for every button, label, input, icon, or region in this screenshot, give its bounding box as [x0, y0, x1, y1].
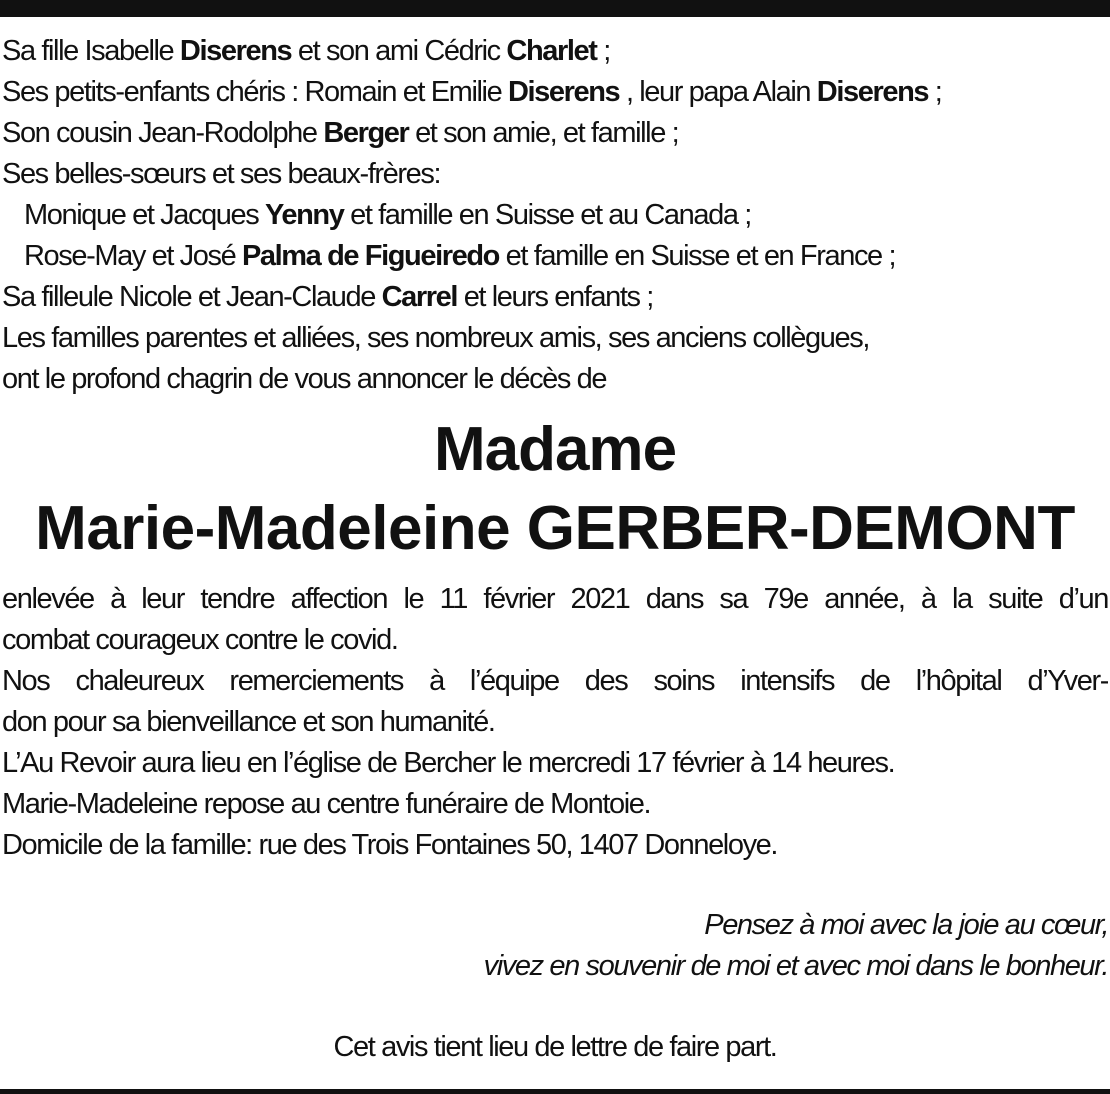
announcement-body: [2, 579, 1108, 866]
intro-line-yenny: [2, 195, 1108, 236]
intro-text: ;: [928, 76, 942, 108]
intro-text: Rose-May et José: [24, 240, 242, 272]
body-line: combat courageux contre le covid.: [2, 624, 398, 656]
intro-text: , leur papa Alain: [619, 76, 817, 108]
top-border-rule: [0, 0, 1110, 17]
intro-text: Les familles parentes et alliées, ses nombreux amis, ses anciens collègues,: [2, 322, 869, 354]
surname: Diserens: [507, 76, 620, 108]
bottom-border-rule: [0, 1089, 1110, 1094]
intro-line-palma: [2, 236, 1108, 277]
intro-text: Sa fille Isabelle: [2, 35, 180, 67]
surname: Diserens: [816, 76, 929, 108]
family-announcement: [2, 31, 1108, 400]
intro-text: et leurs enfants ;: [457, 281, 653, 313]
intro-line-grandchildren: [2, 72, 1108, 113]
body-line: don pour sa bienveillance et son humanité.: [2, 706, 495, 738]
deceased-title: [0, 412, 1110, 570]
intro-line-in-laws: [2, 154, 1108, 195]
surname: Berger: [323, 117, 409, 149]
intro-text: et famille en Suisse et au Canada ;: [343, 199, 751, 231]
surname: Charlet: [506, 35, 597, 67]
intro-text: Ses belles-sœurs et ses beaux-frères:: [2, 158, 441, 190]
intro-text: Ses petits-enfants chéris : Romain et Emilie: [2, 76, 508, 108]
surname: Diserens: [179, 35, 292, 67]
intro-text: et famille en Suisse et en France ;: [499, 240, 896, 272]
memorial-verse: [108, 905, 1108, 987]
intro-text: ont le profond chagrin de vous annoncer le décès de: [2, 363, 607, 395]
ceremony-details: L’Au Revoir aura lieu en l’église de Bercher le mercredi 17 février à 14 heures.: [2, 747, 895, 779]
intro-line-daughter: [2, 31, 1108, 72]
intro-text: Son cousin Jean-Rodolphe: [2, 117, 324, 149]
surname: Palma de Figueiredo: [241, 240, 499, 272]
honorific: Madame: [433, 415, 677, 484]
surname: Carrel: [381, 281, 458, 313]
intro-text: ;: [596, 35, 610, 67]
closing-note: Cet avis tient lieu de lettre de faire part.: [333, 1031, 777, 1063]
intro-line-families: [2, 318, 1108, 359]
body-line: enlevée à leur tendre affection le 11 février 2021 dans sa 79e année, à la suite d’un: [2, 583, 1108, 615]
verse-line: vivez en souvenir de moi et avec moi dans le bonheur.: [483, 950, 1108, 982]
intro-text: Monique et Jacques: [24, 199, 266, 231]
family-address: Domicile de la famille: rue des Trois Fontaines 50, 1407 Donneloye.: [2, 829, 778, 861]
intro-text: et son amie, et famille ;: [408, 117, 679, 149]
funeral-home-details: Marie-Madeleine repose au centre funéraire de Montoie.: [2, 788, 651, 820]
surname: Yenny: [265, 199, 344, 231]
intro-line-announce: [2, 359, 1108, 400]
intro-line-cousin: [2, 113, 1108, 154]
body-line: Nos chaleureux remerciements à l’équipe des soins intensifs de l’hôpital d’Yver-: [2, 665, 1108, 697]
intro-text: Sa filleule Nicole et Jean-Claude: [2, 281, 382, 313]
intro-text: et son ami Cédric: [291, 35, 507, 67]
deceased-name: Marie-Madeleine GERBER-DEMONT: [35, 494, 1075, 563]
intro-line-goddaughter: [2, 277, 1108, 318]
verse-line: Pensez à moi avec la joie au cœur,: [704, 909, 1108, 941]
